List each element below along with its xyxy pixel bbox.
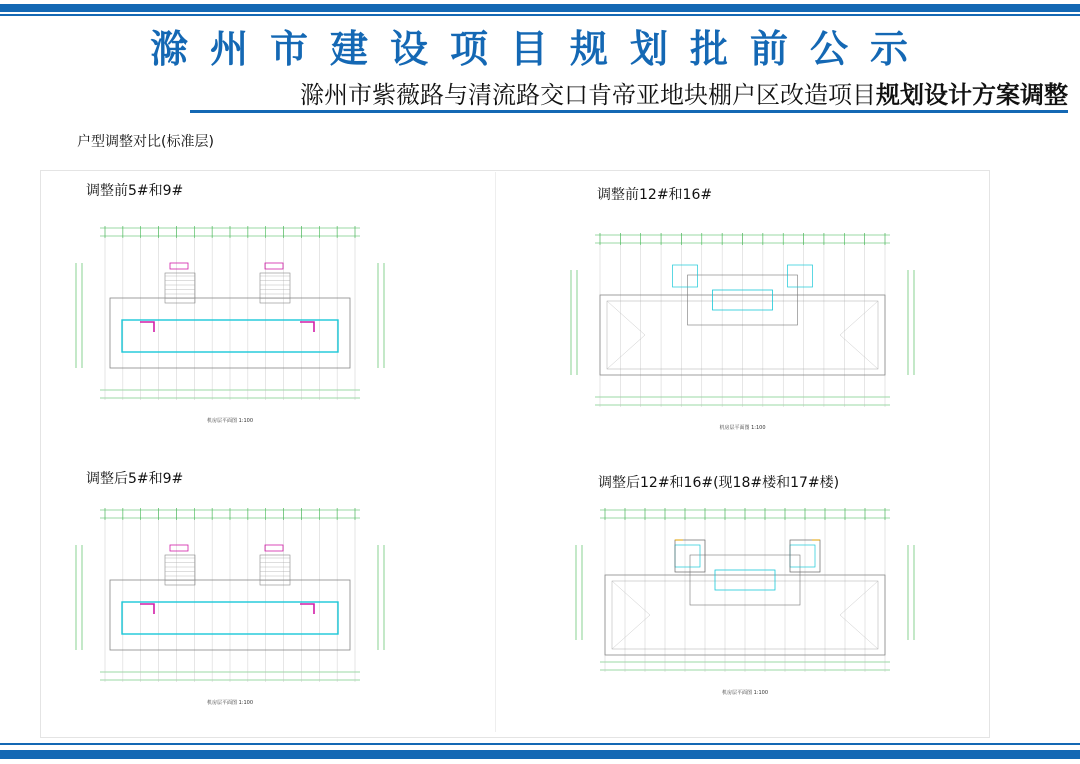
roof-ridge (840, 615, 878, 649)
plan-caption: 机房层平面图 1:100 (207, 700, 253, 706)
accent-mark (140, 604, 154, 614)
floor-plan-before-5-9 (70, 218, 390, 428)
accent-mark (170, 545, 188, 551)
plan-caption: 机房层平面图 1:100 (207, 418, 253, 424)
accent-mark (140, 322, 154, 332)
bottom-border-line (0, 743, 1080, 745)
page-title: 滁州市建设项目规划批前公示 (149, 27, 930, 71)
bottom-border-bar (0, 750, 1080, 759)
roof-ridge (612, 581, 650, 615)
plan-label-before-5-9: 调整前5#和9# (86, 183, 184, 199)
plan-label-after-5-9: 调整后5#和9# (86, 471, 184, 487)
stair-core (788, 265, 813, 287)
subtitle-underline (190, 110, 1068, 113)
accent-mark (265, 263, 283, 269)
roof-ridge (607, 335, 645, 369)
roof-ridge (607, 301, 645, 335)
floor-plan-after-12-16 (570, 500, 920, 700)
accent-mark (300, 604, 314, 614)
floor-plan-before-12-16 (565, 225, 920, 435)
top-border-line (0, 14, 1080, 16)
accent-mark (265, 545, 283, 551)
stair-core (675, 545, 700, 567)
section-label: 户型调整对比(标准层) (77, 134, 214, 150)
roof-ridge (840, 335, 878, 369)
stair-core (673, 265, 698, 287)
top-border-bar (0, 4, 1080, 12)
project-subtitle (300, 78, 1068, 112)
panel-divider (495, 172, 496, 732)
accent-mark (170, 263, 188, 269)
plan-caption: 机房层平面图 1:100 (722, 690, 768, 696)
roof-ridge (840, 581, 878, 615)
subtitle-bold: 规划设计方案调整 (876, 81, 1068, 109)
roof-ridge (612, 615, 650, 649)
floor-plan-after-5-9 (70, 500, 390, 710)
accent-mark (300, 322, 314, 332)
plan-label-before-12-16: 调整前12#和16# (597, 187, 713, 203)
stair-core (790, 545, 815, 567)
plan-caption: 机房层平面图 1:100 (719, 425, 766, 431)
plan-label-after-12-16: 调整后12#和16#(现18#楼和17#楼) (598, 475, 840, 491)
subtitle-regular: 滁州市紫薇路与清流路交口肯帝亚地块棚户区改造项目 (300, 81, 876, 109)
roof-ridge (840, 301, 878, 335)
